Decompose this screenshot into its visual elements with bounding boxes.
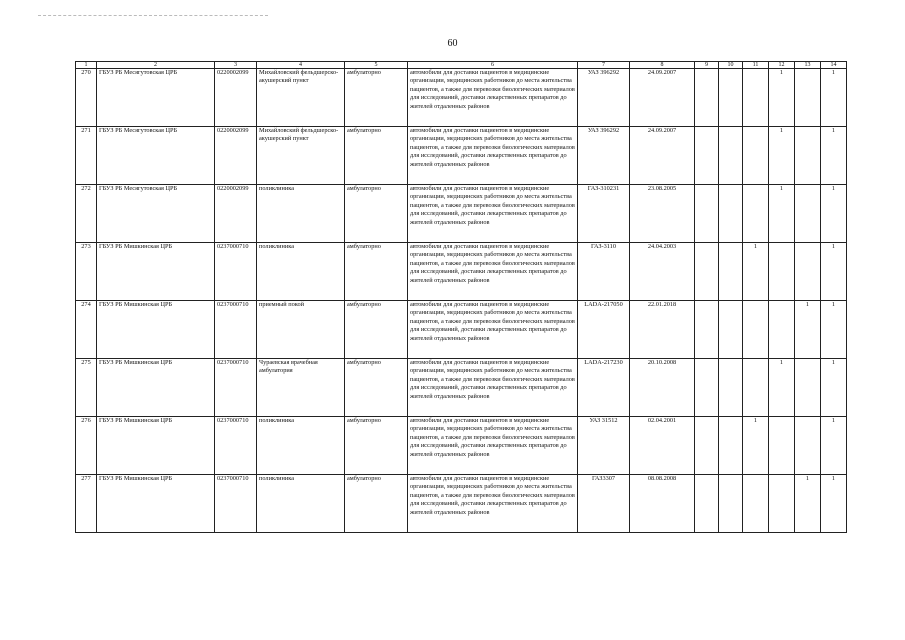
col12-cell: 1: [769, 69, 795, 127]
row-number: 272: [76, 185, 97, 243]
code-cell: 0237000710: [215, 417, 257, 475]
purpose-cell: автомобили для доставки пациентов в медицинские организации, медицинских работников до места жительства пациентов, а также для перевозки биологических материалов для исследований, доставки лекарственных препаратов до жителей отдаленных районов: [408, 475, 578, 533]
col9-cell: [695, 417, 719, 475]
col11-cell: [743, 127, 769, 185]
care-type-cell: амбулаторно: [345, 475, 408, 533]
table-row: [76, 301, 847, 359]
col14-cell: 1: [821, 475, 847, 533]
table-row: [76, 475, 847, 533]
code-cell: 0237000710: [215, 475, 257, 533]
unit-cell: поликлиника: [257, 185, 345, 243]
col12-cell: [769, 475, 795, 533]
col14-cell: 1: [821, 359, 847, 417]
col14-cell: 1: [821, 69, 847, 127]
date-cell: 02.04.2001: [630, 417, 695, 475]
column-number: 3: [215, 62, 257, 69]
vehicle-model-cell: ГАЗ-3110: [578, 243, 630, 301]
col9-cell: [695, 127, 719, 185]
care-type-cell: амбулаторно: [345, 185, 408, 243]
column-number: 2: [97, 62, 215, 69]
vehicle-model-cell: LADA-217230: [578, 359, 630, 417]
table-row: [76, 185, 847, 243]
col11-cell: [743, 475, 769, 533]
date-cell: 08.08.2008: [630, 475, 695, 533]
vehicle-model-cell: УАЗ 396292: [578, 127, 630, 185]
col10-cell: [719, 417, 743, 475]
purpose-cell: автомобили для доставки пациентов в медицинские организации, медицинских работников до места жительства пациентов, а также для перевозки биологических материалов для исследований, доставки лекарственных препаратов до жителей отдаленных районов: [408, 359, 578, 417]
col13-cell: [795, 127, 821, 185]
care-type-cell: амбулаторно: [345, 301, 408, 359]
table-row: [76, 69, 847, 127]
col12-cell: 1: [769, 185, 795, 243]
col12-cell: [769, 417, 795, 475]
organization-cell: ГБУЗ РБ Мишкинская ЦРБ: [97, 301, 215, 359]
col10-cell: [719, 301, 743, 359]
register-table: [75, 61, 847, 533]
col12-cell: 1: [769, 127, 795, 185]
purpose-cell: автомобили для доставки пациентов в медицинские организации, медицинских работников до места жительства пациентов, а также для перевозки биологических материалов для исследований, доставки лекарственных препаратов до жителей отдаленных районов: [408, 69, 578, 127]
care-type-cell: амбулаторно: [345, 417, 408, 475]
col12-cell: [769, 301, 795, 359]
organization-cell: ГБУЗ РБ Месягутовская ЦРБ: [97, 127, 215, 185]
code-cell: 0237000710: [215, 359, 257, 417]
table-row: [76, 417, 847, 475]
vehicle-model-cell: УАЗ 396292: [578, 69, 630, 127]
date-cell: 20.10.2008: [630, 359, 695, 417]
unit-cell: Михайловский фельдшерско-акушерский пункт: [257, 127, 345, 185]
row-number: 273: [76, 243, 97, 301]
purpose-cell: автомобили для доставки пациентов в медицинские организации, медицинских работников до места жительства пациентов, а также для перевозки биологических материалов для исследований, доставки лекарственных препаратов до жителей отдаленных районов: [408, 127, 578, 185]
col9-cell: [695, 475, 719, 533]
column-number: 14: [821, 62, 847, 69]
col9-cell: [695, 301, 719, 359]
row-number: 274: [76, 301, 97, 359]
column-number: 11: [743, 62, 769, 69]
col13-cell: 1: [795, 301, 821, 359]
col12-cell: 1: [769, 359, 795, 417]
column-number: 12: [769, 62, 795, 69]
row-number: 276: [76, 417, 97, 475]
col11-cell: 1: [743, 243, 769, 301]
col12-cell: [769, 243, 795, 301]
care-type-cell: амбулаторно: [345, 69, 408, 127]
organization-cell: ГБУЗ РБ Месягутовская ЦРБ: [97, 185, 215, 243]
column-number: 8: [630, 62, 695, 69]
care-type-cell: амбулаторно: [345, 359, 408, 417]
vehicle-model-cell: ГАЗ3307: [578, 475, 630, 533]
scan-mark: [38, 15, 268, 16]
date-cell: 24.09.2007: [630, 127, 695, 185]
table-body: [76, 62, 847, 533]
organization-cell: ГБУЗ РБ Мишкинская ЦРБ: [97, 475, 215, 533]
date-cell: 22.01.2018: [630, 301, 695, 359]
unit-cell: Михайловский фельдшерско-акушерский пункт: [257, 69, 345, 127]
column-number-row: [76, 62, 847, 69]
care-type-cell: амбулаторно: [345, 127, 408, 185]
column-number: 7: [578, 62, 630, 69]
table-row: [76, 359, 847, 417]
code-cell: 0237000710: [215, 301, 257, 359]
col10-cell: [719, 69, 743, 127]
purpose-cell: автомобили для доставки пациентов в медицинские организации, медицинских работников до места жительства пациентов, а также для перевозки биологических материалов для исследований, доставки лекарственных препаратов до жителей отдаленных районов: [408, 301, 578, 359]
col11-cell: 1: [743, 417, 769, 475]
row-number: 275: [76, 359, 97, 417]
col10-cell: [719, 127, 743, 185]
date-cell: 24.09.2007: [630, 69, 695, 127]
col9-cell: [695, 185, 719, 243]
column-number: 1: [76, 62, 97, 69]
row-number: 277: [76, 475, 97, 533]
col14-cell: 1: [821, 243, 847, 301]
date-cell: 24.04.2003: [630, 243, 695, 301]
care-type-cell: амбулаторно: [345, 243, 408, 301]
col10-cell: [719, 359, 743, 417]
row-number: 271: [76, 127, 97, 185]
code-cell: 0220002099: [215, 185, 257, 243]
column-number: 5: [345, 62, 408, 69]
purpose-cell: автомобили для доставки пациентов в медицинские организации, медицинских работников до места жительства пациентов, а также для перевозки биологических материалов для исследований, доставки лекарственных препаратов до жителей отдаленных районов: [408, 417, 578, 475]
col13-cell: [795, 243, 821, 301]
col9-cell: [695, 359, 719, 417]
col11-cell: [743, 301, 769, 359]
column-number: 4: [257, 62, 345, 69]
vehicle-model-cell: ГАЗ-310231: [578, 185, 630, 243]
col13-cell: 1: [795, 475, 821, 533]
col14-cell: 1: [821, 127, 847, 185]
col10-cell: [719, 243, 743, 301]
col13-cell: [795, 185, 821, 243]
page-number: 60: [447, 38, 458, 49]
vehicle-model-cell: LADA-217050: [578, 301, 630, 359]
purpose-cell: автомобили для доставки пациентов в медицинские организации, медицинских работников до места жительства пациентов, а также для перевозки биологических материалов для исследований, доставки лекарственных препаратов до жителей отдаленных районов: [408, 243, 578, 301]
col14-cell: 1: [821, 185, 847, 243]
column-number: 10: [719, 62, 743, 69]
unit-cell: поликлиника: [257, 417, 345, 475]
row-number: 270: [76, 69, 97, 127]
col11-cell: [743, 69, 769, 127]
unit-cell: поликлиника: [257, 475, 345, 533]
purpose-cell: автомобили для доставки пациентов в медицинские организации, медицинских работников до места жительства пациентов, а также для перевозки биологических материалов для исследований, доставки лекарственных препаратов до жителей отдаленных районов: [408, 185, 578, 243]
col9-cell: [695, 69, 719, 127]
code-cell: 0237000710: [215, 243, 257, 301]
code-cell: 0220002099: [215, 69, 257, 127]
col13-cell: [795, 417, 821, 475]
organization-cell: ГБУЗ РБ Мишкинская ЦРБ: [97, 417, 215, 475]
col13-cell: [795, 69, 821, 127]
column-number: 13: [795, 62, 821, 69]
organization-cell: ГБУЗ РБ Мишкинская ЦРБ: [97, 359, 215, 417]
col14-cell: 1: [821, 417, 847, 475]
table-row: [76, 127, 847, 185]
vehicle-model-cell: УАЗ 31512: [578, 417, 630, 475]
unit-cell: Чураевская врачебная амбулатория: [257, 359, 345, 417]
table-row: [76, 243, 847, 301]
unit-cell: приемный покой: [257, 301, 345, 359]
code-cell: 0220002099: [215, 127, 257, 185]
col11-cell: [743, 185, 769, 243]
column-number: 6: [408, 62, 578, 69]
organization-cell: ГБУЗ РБ Месягутовская ЦРБ: [97, 69, 215, 127]
date-cell: 23.08.2005: [630, 185, 695, 243]
col10-cell: [719, 475, 743, 533]
column-number: 9: [695, 62, 719, 69]
col11-cell: [743, 359, 769, 417]
col9-cell: [695, 243, 719, 301]
organization-cell: ГБУЗ РБ Мишкинская ЦРБ: [97, 243, 215, 301]
col10-cell: [719, 185, 743, 243]
col14-cell: 1: [821, 301, 847, 359]
unit-cell: поликлиника: [257, 243, 345, 301]
col13-cell: [795, 359, 821, 417]
